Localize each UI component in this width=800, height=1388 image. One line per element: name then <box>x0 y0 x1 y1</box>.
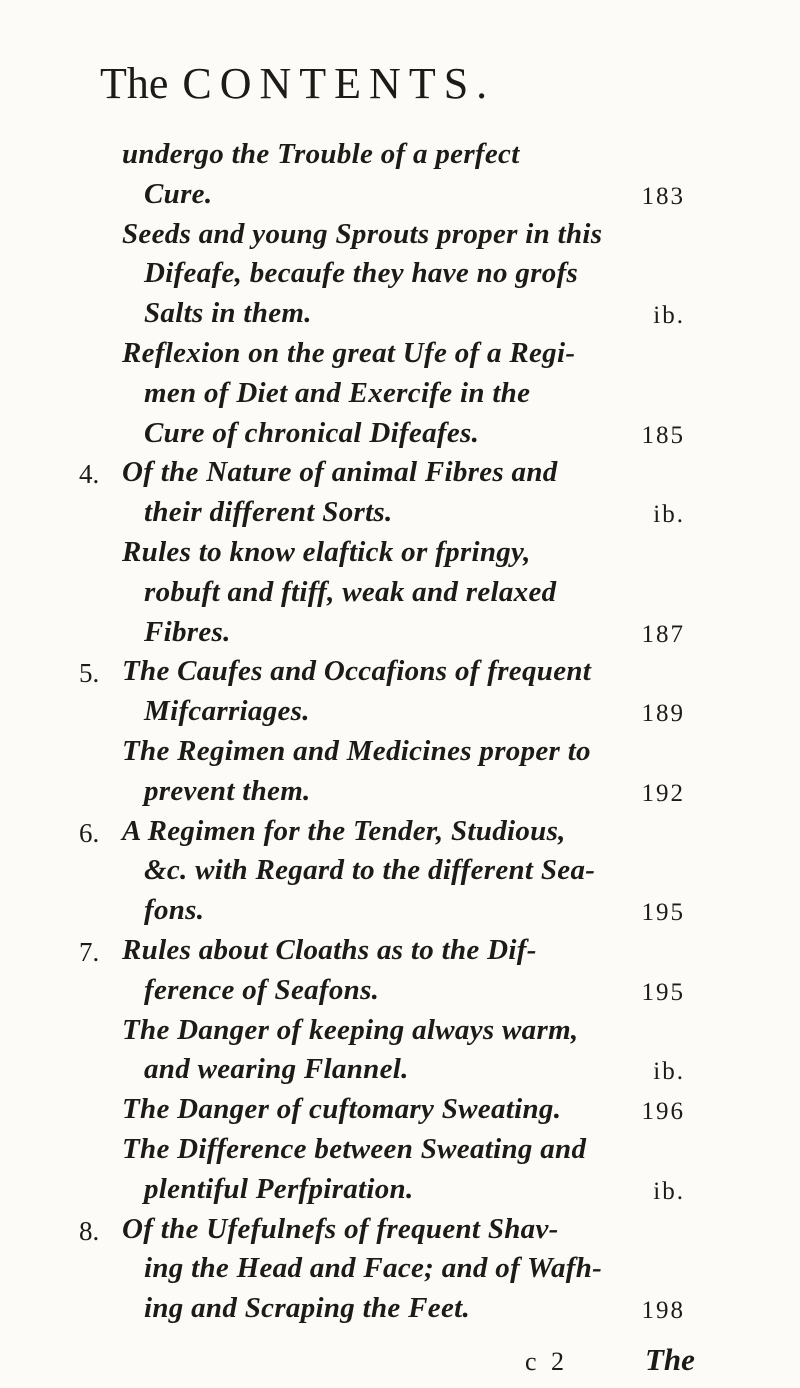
entry-line: The Caufes and Occafions of frequent <box>122 655 592 688</box>
page-reference: 192 <box>641 779 685 807</box>
header-the: The <box>100 59 169 108</box>
page-reference: ib. <box>653 302 685 330</box>
entry-line: Reflexion on the great Ufe of a Regi- <box>122 337 576 369</box>
entry-line: ing the Head and Face; and of Wafh- <box>144 1252 603 1285</box>
page-reference: ib. <box>653 1058 685 1086</box>
entry-line: Of the Ufefulnefs of frequent Shav- <box>122 1212 559 1245</box>
entry-line: The Difference between Sweating and <box>122 1133 587 1165</box>
entry-line: The Danger of keeping always warm, <box>122 1013 579 1046</box>
page-reference: 183 <box>641 182 685 210</box>
entry-line: ing and Scraping the Feet. <box>144 1292 471 1325</box>
entry-line: A Regimen for the Tender, Studious, <box>122 814 566 847</box>
section-number: 6. <box>79 817 100 848</box>
signature-mark: c 2 <box>525 1347 569 1376</box>
entry-line: Cure. <box>144 177 213 210</box>
entry-line: Seeds and young Sprouts proper in this <box>122 217 603 250</box>
entry-line: Fibres. <box>144 615 231 648</box>
entry-line: men of Diet and Exercife in the <box>144 376 531 409</box>
entry-line: their different Sorts. <box>144 496 393 529</box>
page-reference: 195 <box>641 899 685 927</box>
entry-line: Salts in them. <box>144 297 312 330</box>
section-number: 7. <box>79 937 100 967</box>
header-contents: CONTENTS. <box>182 59 496 108</box>
entry-line: ference of Seafons. <box>144 973 380 1006</box>
page-reference: ib. <box>653 501 685 529</box>
section-number: 5. <box>79 658 100 689</box>
page-header <box>100 59 496 108</box>
page-reference: 195 <box>641 978 685 1006</box>
entry-line: Difeafe, becaufe they have no grofs <box>144 257 579 290</box>
entry-line: fons. <box>144 894 205 927</box>
page-reference: 189 <box>641 700 685 728</box>
entry-line: and wearing Flannel. <box>144 1053 409 1086</box>
entry-line: Mifcarriages. <box>144 695 310 728</box>
page-reference: 187 <box>641 620 685 648</box>
entry-line: Cure of chronical Difeafes. <box>144 416 480 449</box>
entry-line: Of the Nature of animal Fibres and <box>122 456 558 489</box>
entry-line: prevent them. <box>144 774 311 807</box>
page-reference: 185 <box>641 421 685 449</box>
entry-line: undergo the Trouble of a perfect <box>122 138 520 170</box>
entry-line: robuft and ftiff, weak and relaxed <box>144 575 557 608</box>
entry-line: &c. with Regard to the different Sea- <box>144 854 596 887</box>
entry-line: The Regimen and Medicines proper to <box>122 735 591 767</box>
section-number: 8. <box>79 1215 100 1246</box>
section-number: 4. <box>79 459 100 490</box>
entry-line: Rules about Cloaths as to the Dif- <box>122 934 537 966</box>
page-reference: 196 <box>641 1098 685 1126</box>
entry-line: Rules to know elaftick or fpringy, <box>122 536 531 568</box>
catchword: The <box>645 1342 695 1377</box>
page-reference: ib. <box>653 1177 685 1205</box>
entry-line: plentiful Perfpiration. <box>144 1172 414 1205</box>
page-reference: 198 <box>641 1297 685 1325</box>
entry-line: The Danger of cuftomary Sweating. <box>122 1093 562 1126</box>
